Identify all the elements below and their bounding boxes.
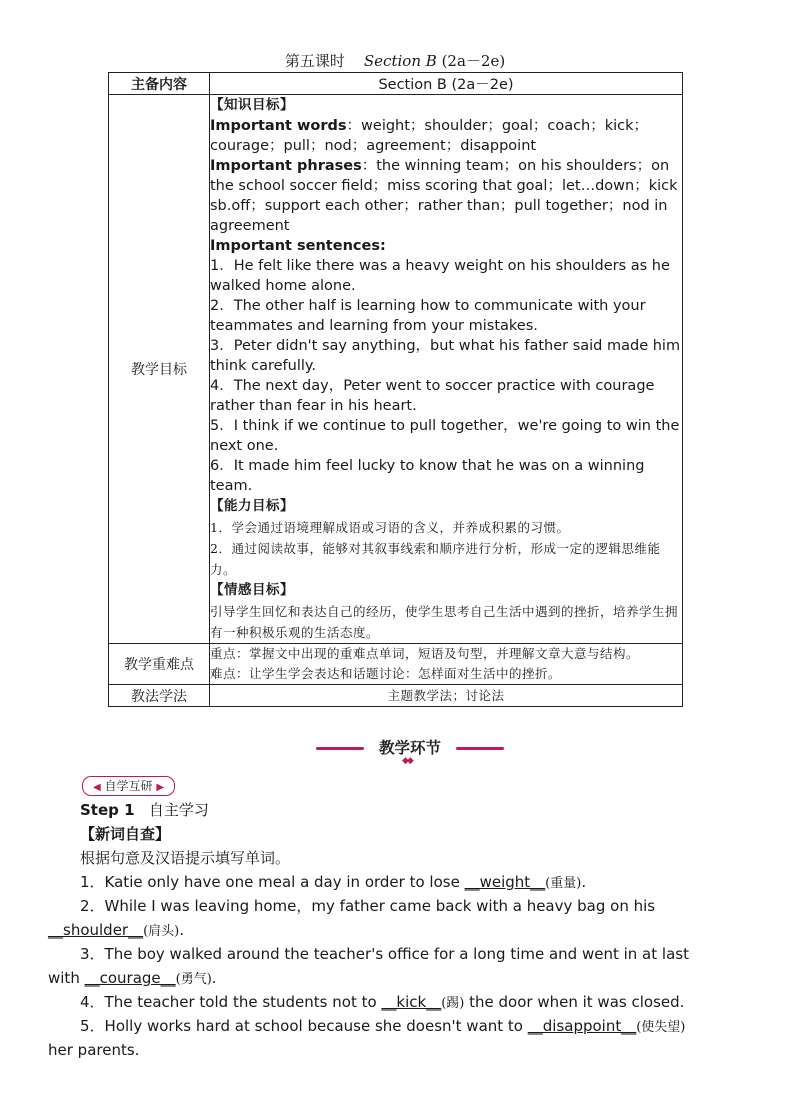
knowledge-title: 【知识目标】 <box>210 97 294 113</box>
lesson-section: Section B <box>363 52 437 70</box>
exercise-2 <box>80 894 745 918</box>
exercise-3 <box>80 942 745 966</box>
banner-line-left <box>316 747 364 750</box>
exercise-text: 1．Katie only have one meal a day in order to lose <box>80 873 465 891</box>
methods-value: 主题教学法；讨论法 <box>210 685 683 707</box>
key-point: 重点：掌握文中出现的重难点单词，短语及句型，并理解文章大意与结构。 <box>210 646 640 661</box>
table-row <box>109 73 683 95</box>
section-banner <box>316 736 504 764</box>
answer-blank: __kick__ <box>381 993 442 1011</box>
lesson-range: (2a－2e) <box>441 52 506 70</box>
exercise-5-cont: her parents. <box>48 1041 140 1059</box>
tag-label: 自学互研 <box>104 779 153 793</box>
new-words-heading: 【新词自查】 <box>80 825 171 843</box>
exercise-text: 4．The teacher told the students not to <box>80 993 382 1011</box>
answer-blank: __shoulder__ <box>48 921 144 939</box>
ability-item: 1．学会通过语境理解成语或习语的含义，并养成积累的习惯。 <box>210 520 570 535</box>
emotion-title: 【情感目标】 <box>210 582 294 598</box>
row-label-objectives: 教学目标 <box>109 95 210 644</box>
table-row <box>109 644 683 685</box>
row-label-methods: 教法学法 <box>109 685 210 707</box>
sentence-item: 3．Peter didn't say anything，but what his father said made him think carefully. <box>210 338 681 374</box>
exercise-text: . <box>581 873 587 891</box>
words-text: ：weight；shoulder；goal；coach；kick；courage；pull；nod；agreement；disappoint <box>210 118 649 154</box>
chinese-hint: (勇气) <box>175 972 212 987</box>
banner-line-right <box>456 747 504 750</box>
exercise-text: . <box>211 969 217 987</box>
row-label-key-points: 教学重难点 <box>109 644 210 685</box>
arrow-right-icon: ▶ <box>156 782 165 793</box>
exercise-text: with <box>48 969 85 987</box>
sentence-item: 6．It made him feel lucky to know that he was on a winning team. <box>210 458 645 494</box>
answer-blank: __disappoint__ <box>527 1017 637 1035</box>
row-value-content: Section B (2a－2e) <box>210 73 683 95</box>
exercise-4 <box>80 990 780 1016</box>
sentence-item: 5．I think if we continue to pull together，we're going to win the next one. <box>210 418 680 454</box>
exercise-1 <box>80 870 780 896</box>
sentences-label: Important sentences: <box>210 238 386 254</box>
phrases-label: Important phrases <box>210 158 362 174</box>
lesson-number: 第五课时 <box>284 52 345 70</box>
step-label: Step 1 <box>80 801 135 819</box>
self-study-tag <box>82 776 175 796</box>
exercise-text: 5．Holly works hard at school because she doesn't want to <box>80 1017 528 1035</box>
ability-title: 【能力目标】 <box>210 498 294 514</box>
exercise-text: 2．While I was leaving home，my father came back with a heavy bag on his <box>80 897 656 915</box>
lesson-title <box>0 50 790 71</box>
sentence-item: 2．The other half is learning how to communicate with your teammates and learning from your mistakes. <box>210 298 646 334</box>
lesson-plan-table <box>108 72 683 707</box>
arrow-left-icon: ◀ <box>93 782 101 793</box>
sentence-item: 1．He felt like there was a heavy weight on his shoulders as he walked home alone. <box>210 258 670 294</box>
diamond-ornament-icon: ◆◆ <box>402 756 412 766</box>
exercise-3-cont <box>48 966 748 992</box>
table-row <box>109 685 683 707</box>
exercise-text: the door when it was closed. <box>464 993 685 1011</box>
words-label: Important words <box>210 118 347 134</box>
exercise-2-cont <box>48 918 748 944</box>
exercise-text: 3．The boy walked around the teacher's office for a long time and went in at last <box>80 945 689 963</box>
answer-blank: __courage__ <box>84 969 176 987</box>
banner-title: 教学环节 <box>378 739 441 757</box>
objectives-cell <box>210 95 683 644</box>
step-title: 自主学习 <box>148 801 209 819</box>
instruction: 根据句意及汉语提示填写单词。 <box>80 849 291 867</box>
chinese-hint: (踢) <box>441 996 465 1011</box>
exercise-text: . <box>179 921 185 939</box>
table-row <box>109 95 683 644</box>
chinese-hint: (重量) <box>545 876 582 891</box>
chinese-hint: (肩头) <box>143 924 180 939</box>
important-words <box>210 116 682 156</box>
key-points-cell <box>210 644 683 685</box>
important-phrases <box>210 156 682 236</box>
emotion-text: 引导学生回忆和表达自己的经历，使学生思考自己生活中遇到的挫折，培养学生拥有一种积极乐观的生活态度。 <box>210 604 679 640</box>
ability-item: 2．通过阅读故事，能够对其叙事线索和顺序进行分析，形成一定的逻辑思维能力。 <box>210 541 661 577</box>
sentence-item: 4．The next day，Peter went to soccer practice with courage rather than fear in his heart. <box>210 378 655 414</box>
row-label-content: 主备内容 <box>109 73 210 95</box>
answer-blank: __weight__ <box>464 873 546 891</box>
step-heading <box>80 798 780 822</box>
chinese-hint: (使失望) <box>636 1020 686 1035</box>
exercise-5 <box>80 1014 745 1040</box>
difficult-point: 难点：让学生学会表达和话题讨论：怎样面对生活中的挫折。 <box>210 666 562 681</box>
phrases-text: ：the winning team；on his shoulders；on the school soccer field；miss scoring that goal；let…down；kick sb.off；support each other；rather than；pull together；nod in agreement <box>210 158 678 234</box>
